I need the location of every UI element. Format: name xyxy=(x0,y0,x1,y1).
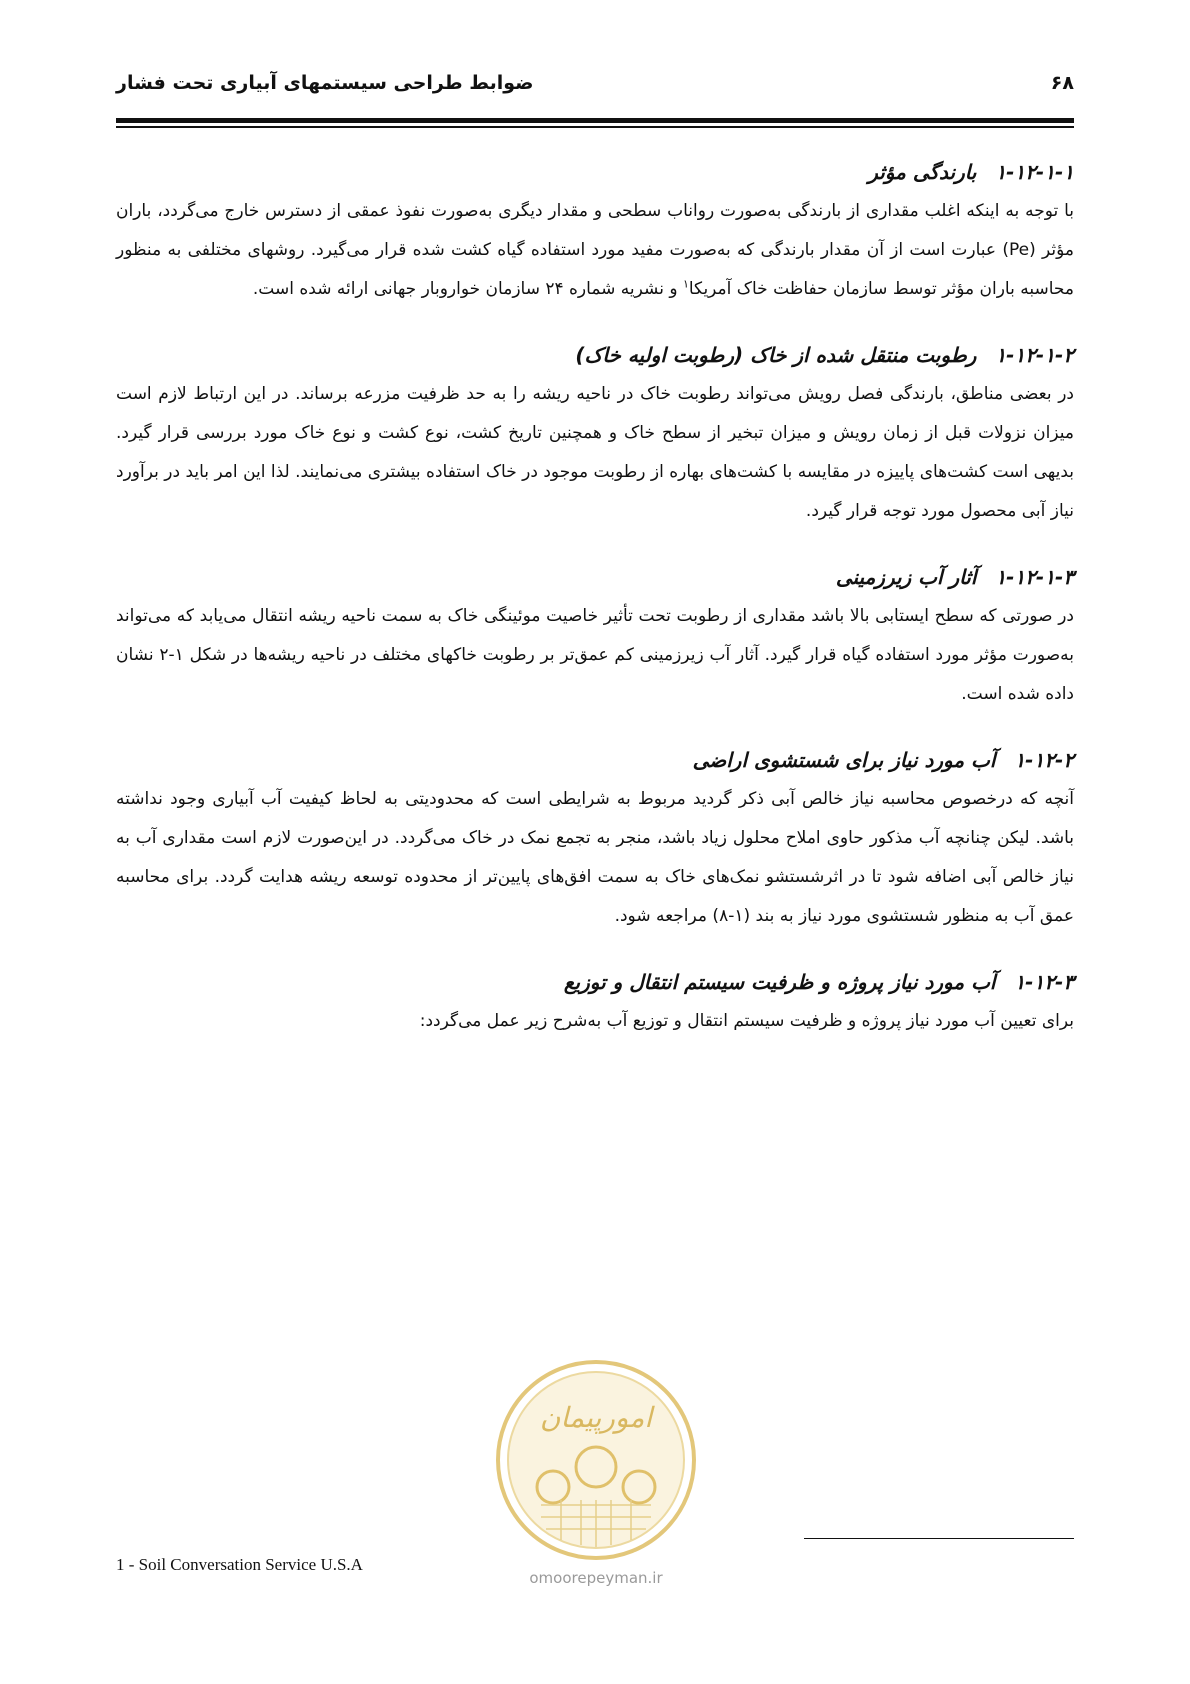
section-title: آب مورد نیاز پروژه و ظرفیت سیستم انتقال و توزیع xyxy=(563,970,996,994)
watermark-url: omoorepeyman.ir xyxy=(529,1569,663,1587)
main-content xyxy=(116,160,1074,1075)
footnote-separator xyxy=(804,1538,1074,1539)
section-paragraph: برای تعیین آب مورد نیاز پروژه و ظرفیت سیستم انتقال و توزیع آب به‌شرح زیر عمل می‌گردد: xyxy=(419,1011,1074,1031)
section-paragraph: آنچه که درخصوص محاسبه نیاز خالص آبی ذکر گردید مربوط به شرایطی است که محدودیتی به لحاظ کیفیت آب آبیاری وجود نداشته باشد. لیکن چنانچه آب مذکور حاوی املاح محلول زیاد باشد، منجر به تجمع نمک در خاک می‌گردد. در این‌صورت لازم است مقداری آب به نیاز خالص آبی اضافه شود تا در اثرشستشو نمک‌های خاک به سمت افق‌های پایین‌تر از محدوده توسعه ریشه هدایت گردد. برای محاسبه عمق آب به منظور شستشوی مورد نیاز به بند (۱-۸) مراجعه شود. xyxy=(116,789,1074,926)
section-number: ۱-۱۲-۳ xyxy=(1014,970,1074,994)
section-heading xyxy=(116,160,1074,184)
section-paragraph: در بعضی مناطق، بارندگی فصل رویش می‌تواند رطوبت خاک در ناحیه ریشه را به حد ظرفیت مزرعه برساند. در این ارتباط لازم است میزان نزولات قبل از زمان رویش و میزان تبخیر از سطح خاک و همچنین تاریخ کشت، نوع کشت و نوع خاک مورد بررسی قرار گیرد. بدیهی است کشت‌های پاییزه در مقایسه با کشت‌های بهاره از رطوبت موجود در خاک استفاده بیشتری می‌نمایند. لذا این امر باید در برآورد نیاز آبی محصول مورد توجه قرار گیرد. xyxy=(116,384,1074,521)
footnote: 1 - Soil Conversation Service U.S.A xyxy=(116,1555,363,1574)
header-rule-thin xyxy=(116,126,1074,128)
section-paragraph: در صورتی که سطح ایستابی بالا باشد مقداری از رطوبت تحت تأثیر خاصیت موئینگی خاک به سمت ناحیه ریشه انتقال می‌یابد که می‌تواند به‌صورت مؤثر مورد استفاده گیاه قرار گیرد. آثار آب زیرزمینی کم عمق‌تر بر رطوبت خاکهای مختلف در ناحیه ریشه‌ها در شکل ۱-۲ نشان داده شده است. xyxy=(116,606,1074,704)
section-heading xyxy=(116,343,1074,367)
section-title: آب مورد نیاز برای شستشوی اراضی xyxy=(692,748,996,772)
section-paragraph xyxy=(116,192,1074,309)
paragraph-text-continued: و نشریه شماره ۲۴ سازمان خواروبار جهانی ارائه شده است. xyxy=(252,279,683,299)
watermark-logo-icon xyxy=(491,1355,701,1565)
section-soil-moisture xyxy=(116,343,1074,531)
footnote-marker: ۱ xyxy=(682,277,689,291)
section-heading xyxy=(116,970,1074,994)
section-leaching-water xyxy=(116,748,1074,936)
section-number: ۱-۱۲-۲ xyxy=(1014,748,1074,772)
section-title: رطوبت منتقل شده از خاک (رطوبت اولیه خاک) xyxy=(575,343,977,367)
page-number: ۶۸ xyxy=(1050,72,1074,94)
page-header xyxy=(116,72,1074,112)
watermark-logo-text: امورپیمان xyxy=(539,1401,653,1434)
section-title: آثار آب زیرزمینی xyxy=(835,565,977,589)
header-rule-thick xyxy=(116,118,1074,123)
section-project-water xyxy=(116,970,1074,1041)
running-title: ضوابط طراحی سیستمهای آبیاری تحت فشار xyxy=(116,72,534,94)
paragraph-text: با توجه به اینکه اغلب مقداری از بارندگی به‌صورت رواناب سطحی و مقدار دیگری به‌صورت نفوذ عمقی از دسترس خارج می‌گردد، باران مؤثر (Pe) عبارت است از آن مقدار بارندگی که به‌صورت مفید مورد استفاده گیاه کشت شده قرار می‌گیرد. روشهای مختلفی به منظور محاسبه باران مؤثر توسط سازمان حفاظت خاک آمریکا xyxy=(116,201,1074,299)
section-number: ۱-۱۲-۱-۳ xyxy=(995,565,1074,589)
section-number: ۱-۱۲-۱-۱ xyxy=(995,160,1074,184)
section-heading xyxy=(116,748,1074,772)
section-heading xyxy=(116,565,1074,589)
section-effective-rainfall xyxy=(116,160,1074,309)
section-title: بارندگی مؤثر xyxy=(868,160,977,184)
watermark xyxy=(491,1355,701,1587)
section-groundwater xyxy=(116,565,1074,714)
section-number: ۱-۱۲-۱-۲ xyxy=(995,343,1074,367)
